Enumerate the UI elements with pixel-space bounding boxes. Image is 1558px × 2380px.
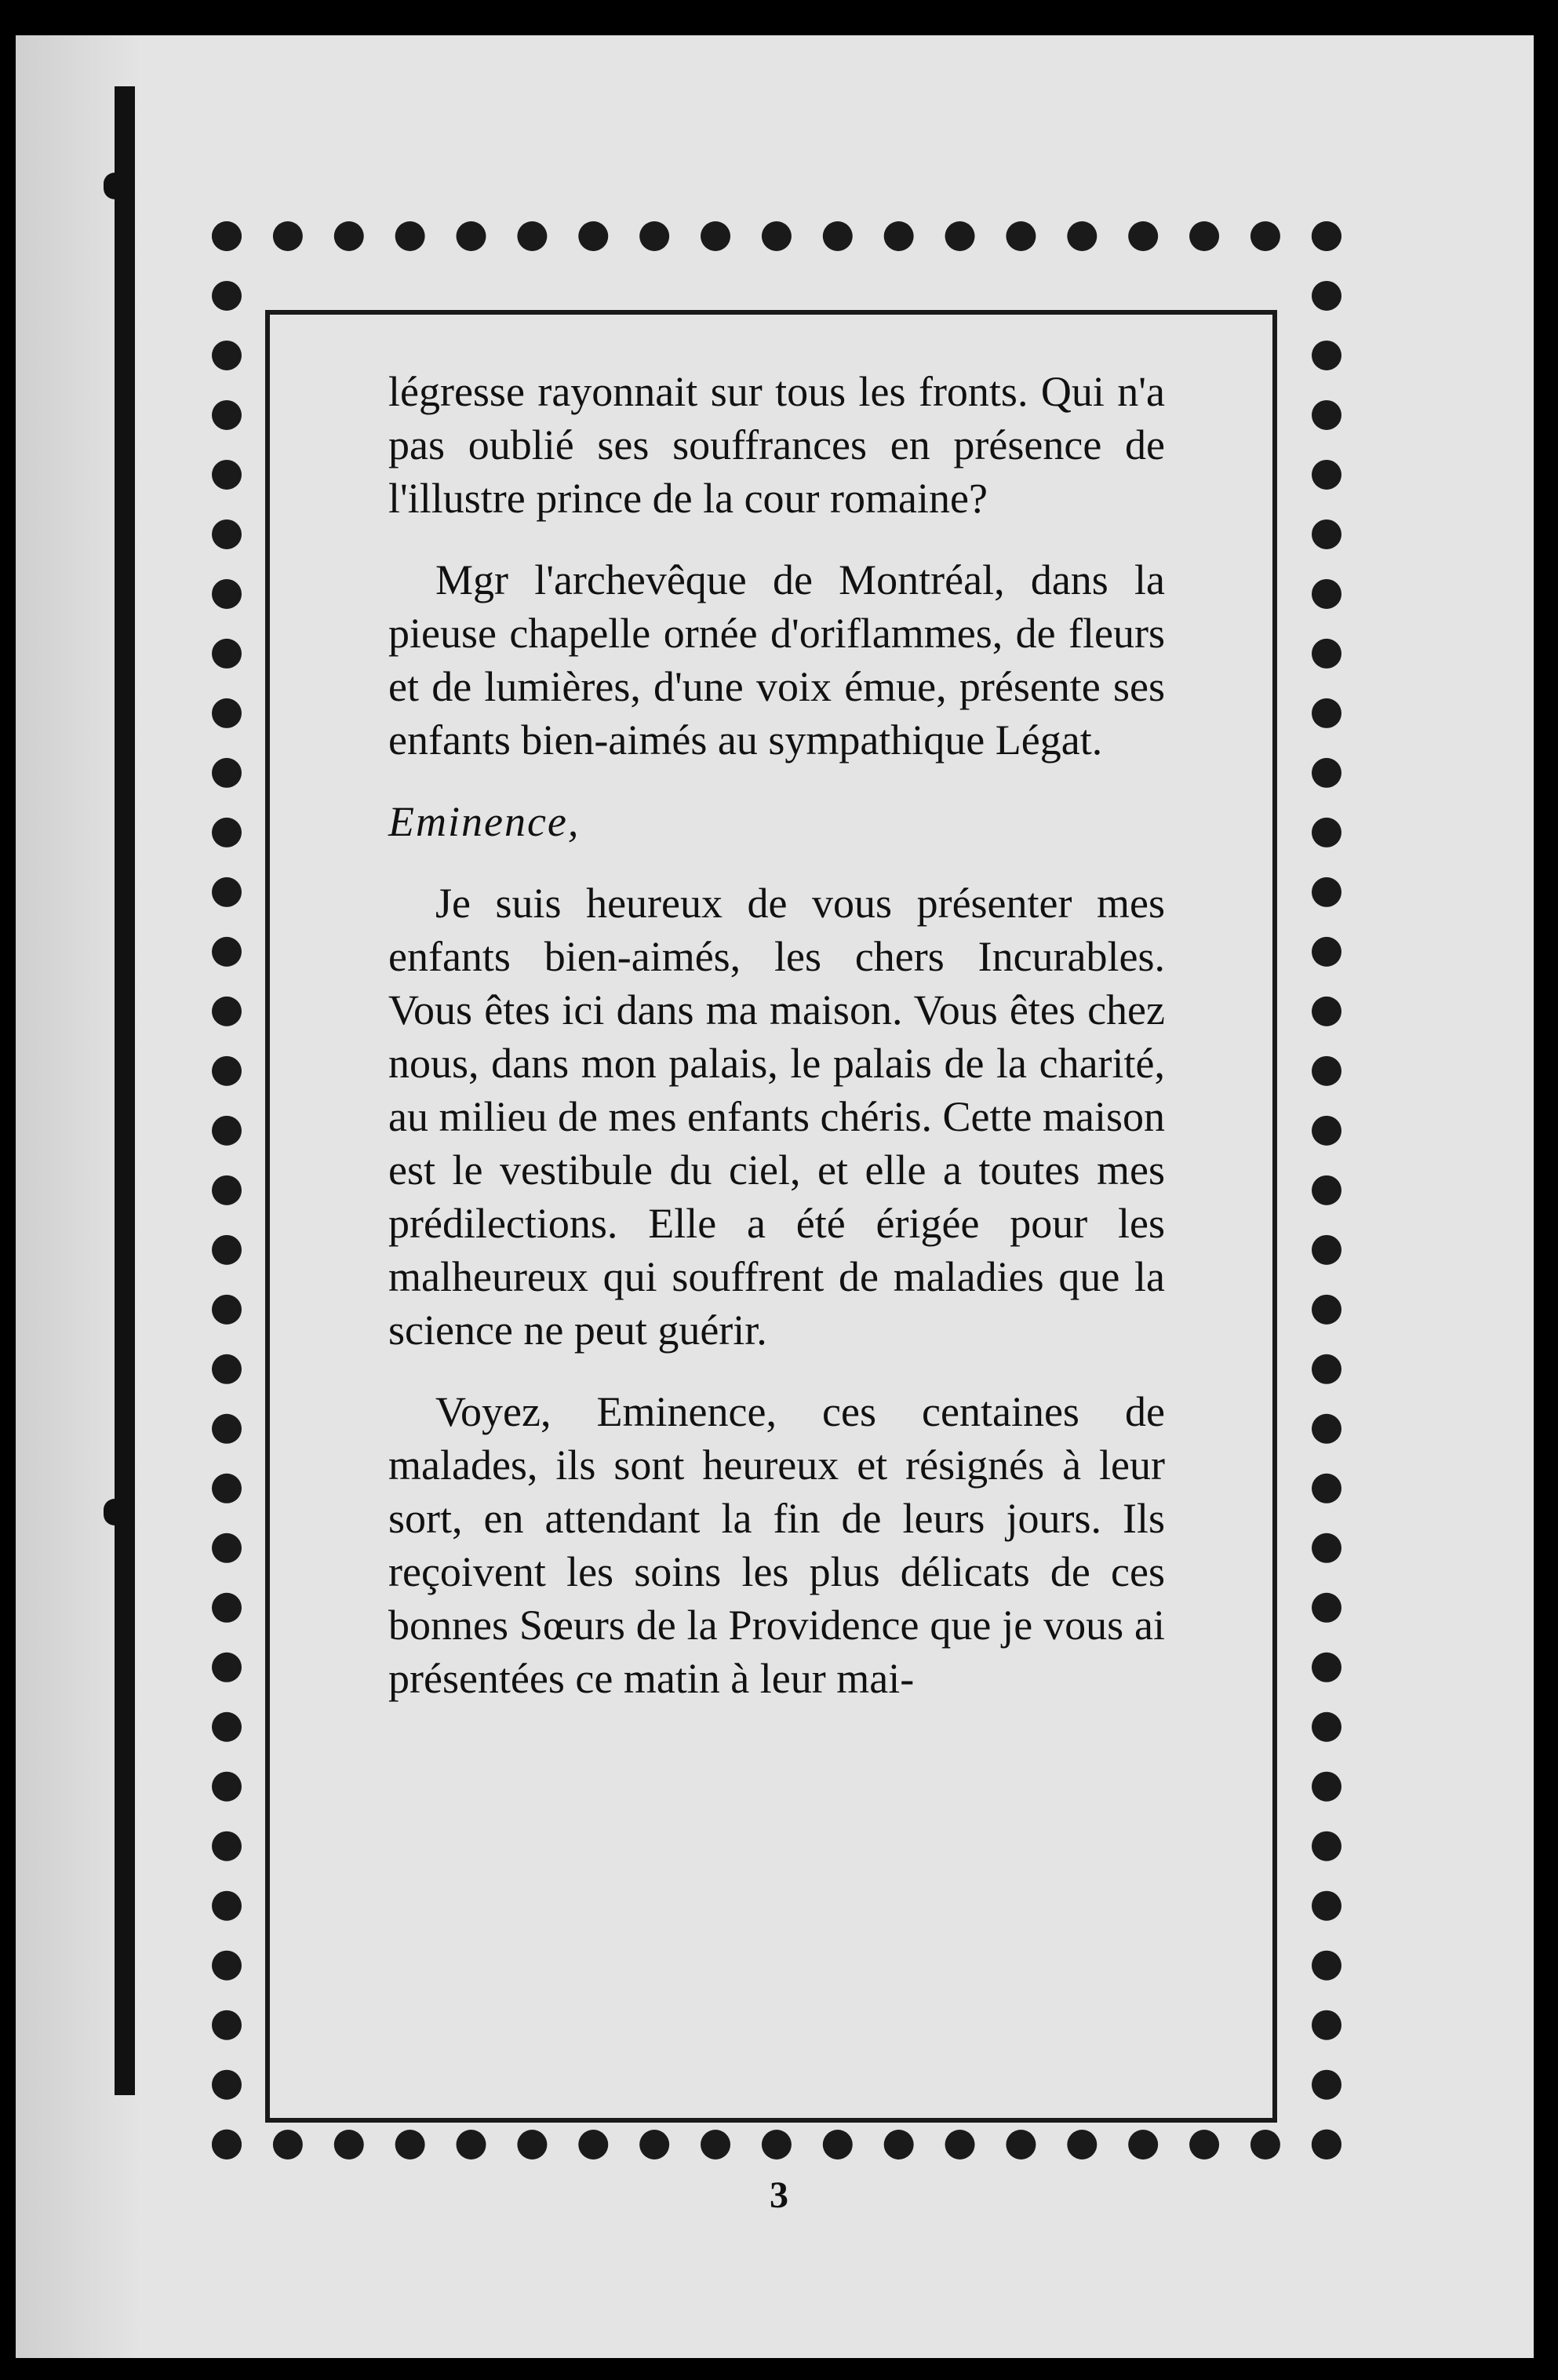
binding-clip-bottom	[104, 1499, 135, 1525]
paragraph-1: légresse rayonnait sur tous les fronts. Qui n'a pas oublié ses souffrances en présence de l'illustre prince de la cour romaine?	[388, 368, 1165, 522]
binding-clip-top	[104, 173, 135, 199]
salutation: Eminence,	[388, 798, 581, 845]
page-number: 3	[770, 2174, 788, 2216]
paragraph-4: Voyez, Eminence, ces centaines de malades, ils sont heureux et résignés à leur sort, en attendant la fin de leurs jours. Ils reçoivent les soins les plus délicats de ces bonnes Sœurs de la Providence que je vous ai présentées ce matin à leur mai-	[388, 1388, 1165, 1702]
page-text	[388, 365, 1165, 1733]
binding-strip	[115, 86, 135, 2095]
paragraph-2: Mgr l'archevêque de Montréal, dans la pieuse chapelle ornée d'oriflammes, de fleurs et de lumières, d'une voix émue, présente ses enfants bien-aimés au sympathique Légat.	[388, 556, 1165, 764]
paragraph-3: Je suis heureux de vous présenter mes enfants bien-aimés, les chers Incurables. Vous êtes ici dans ma maison. Vous êtes chez nous, dans mon palais, le palais de la charité, au milieu de mes enfants chéris. Cette maison est le vestibule du ciel, et elle a toutes mes prédilections. Elle a été érigée pour les malheureux qui souffrent de maladies que la science ne peut guérir.	[388, 880, 1165, 1354]
